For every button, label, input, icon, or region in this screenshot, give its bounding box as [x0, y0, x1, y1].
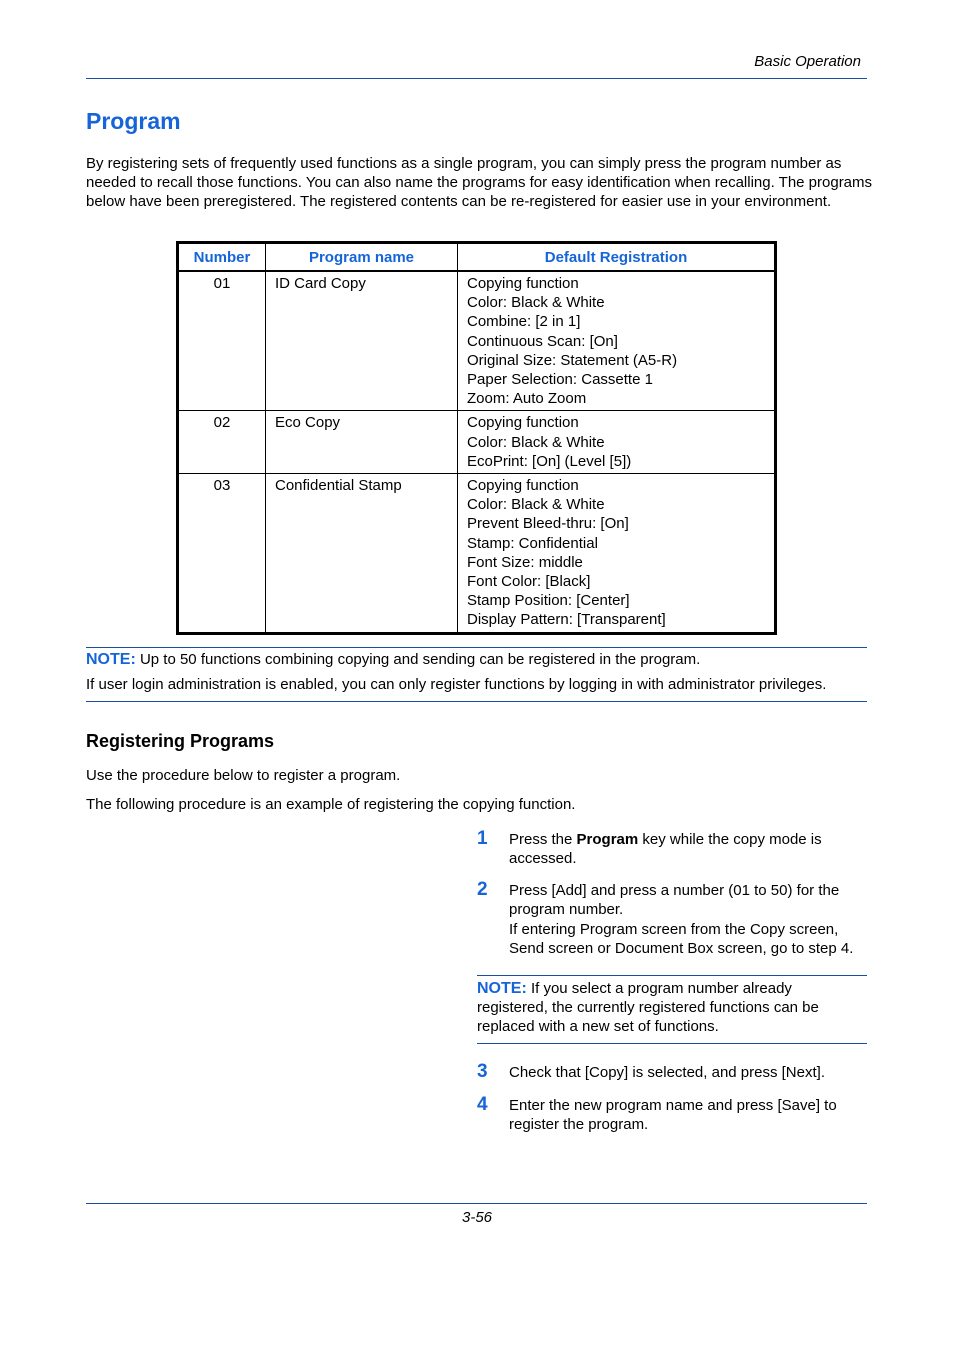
- step-number: 2: [477, 879, 488, 900]
- cell-program-name: Eco Copy: [266, 411, 458, 474]
- registration-line: Font Size: middle: [467, 553, 583, 571]
- procedure-example: The following procedure is an example of registering the copying function.: [86, 796, 576, 813]
- table-row: [178, 474, 776, 634]
- registration-line: Display Pattern: [Transparent]: [467, 611, 666, 629]
- registration-line: Copying function: [467, 275, 579, 292]
- step-text: Check that [Copy] is selected, and press [Next].: [509, 1064, 825, 1081]
- page-title: Program: [86, 108, 181, 134]
- cell-default-registration: [458, 271, 776, 411]
- step-text: Enter the new program name and press [Save] to register the program.: [509, 1097, 837, 1134]
- step-number: 3: [477, 1061, 488, 1082]
- step-number: 1: [477, 828, 488, 849]
- cell-number: 03: [178, 474, 266, 634]
- registration-line: Color: Black & White: [467, 433, 605, 451]
- registration-line: Zoom: Auto Zoom: [467, 390, 587, 408]
- registration-line: Stamp Position: [Center]: [467, 592, 630, 610]
- column-header-program-name: Program name: [266, 243, 458, 272]
- program-table: [176, 241, 777, 635]
- registration-line: Combine: [2 in 1]: [467, 313, 581, 331]
- cell-number: 01: [178, 271, 266, 411]
- note-text: Up to 50 functions combining copying and sending can be registered in the program.: [135, 651, 701, 668]
- note-bottom-rule: [477, 1043, 867, 1044]
- registration-line: Font Color: [Black]: [467, 573, 591, 591]
- cell-default-registration: [458, 411, 776, 474]
- registration-line: Original Size: Statement (A5-R): [467, 351, 678, 369]
- program-key-name: Program: [576, 831, 639, 848]
- step-text: Press [Add] and press a number (01 to 50) for the program number.: [509, 882, 840, 919]
- column-header-number: Number: [178, 243, 266, 272]
- registration-line: Color: Black & White: [467, 294, 605, 312]
- registration-line: Copying function: [467, 414, 579, 432]
- note-text: If you select a program number already registered, the currently registered functions can be replaced with a new set of functions.: [477, 980, 819, 1036]
- registration-line: EcoPrint: [On] (Level [5]): [467, 452, 632, 470]
- step-subtext: If entering Program screen from the Copy screen, Send screen or Document Box screen, go to step 4.: [509, 921, 854, 958]
- cell-program-name: Confidential Stamp: [266, 474, 458, 634]
- note-text-secondary: If user login administration is enabled, you can only register functions by logging in with administrator privileges.: [86, 676, 827, 693]
- note-label: NOTE:: [86, 651, 136, 668]
- step-text-part: key while the copy mode is accessed.: [509, 831, 822, 868]
- registration-line: Prevent Bleed-thru: [On]: [467, 515, 629, 533]
- step-number: 4: [477, 1094, 488, 1115]
- registration-line: Copying function: [467, 477, 579, 495]
- page-number: 3-56: [461, 1209, 493, 1226]
- table-row: [178, 271, 776, 411]
- table-row: [178, 411, 776, 474]
- registration-line: Stamp: Confidential: [467, 534, 598, 552]
- section-heading: Registering Programs: [86, 731, 275, 751]
- note-box: [477, 979, 862, 1037]
- registration-line: Paper Selection: Cassette 1: [467, 371, 653, 389]
- step-text: [509, 830, 874, 868]
- registration-line: Color: Black & White: [467, 496, 605, 514]
- header-rule: [86, 78, 867, 79]
- column-header-default-registration: Default Registration: [458, 243, 776, 272]
- table-header-row: [178, 243, 776, 272]
- note-top-rule: [86, 647, 867, 648]
- note-label: NOTE:: [477, 980, 527, 997]
- cell-program-name: ID Card Copy: [266, 271, 458, 411]
- procedure-intro: Use the procedure below to register a program.: [86, 767, 401, 784]
- footer-rule: [86, 1203, 867, 1204]
- intro-paragraph: By registering sets of frequently used functions as a single program, you can simply press the program number as needed to recall those functions. You can also name the programs for easy identification when recalling. The programs below have been preregistered. The registered contents can be re-registered for easier use in your environment.: [86, 155, 873, 211]
- note-top-rule: [477, 975, 867, 976]
- cell-number: 02: [178, 411, 266, 474]
- cell-default-registration: [458, 474, 776, 634]
- note-box: [86, 650, 876, 669]
- step-text-part: Press the: [509, 831, 577, 848]
- note-bottom-rule: [86, 701, 867, 702]
- registration-line: Continuous Scan: [On]: [467, 332, 618, 350]
- running-header: Basic Operation: [754, 53, 861, 70]
